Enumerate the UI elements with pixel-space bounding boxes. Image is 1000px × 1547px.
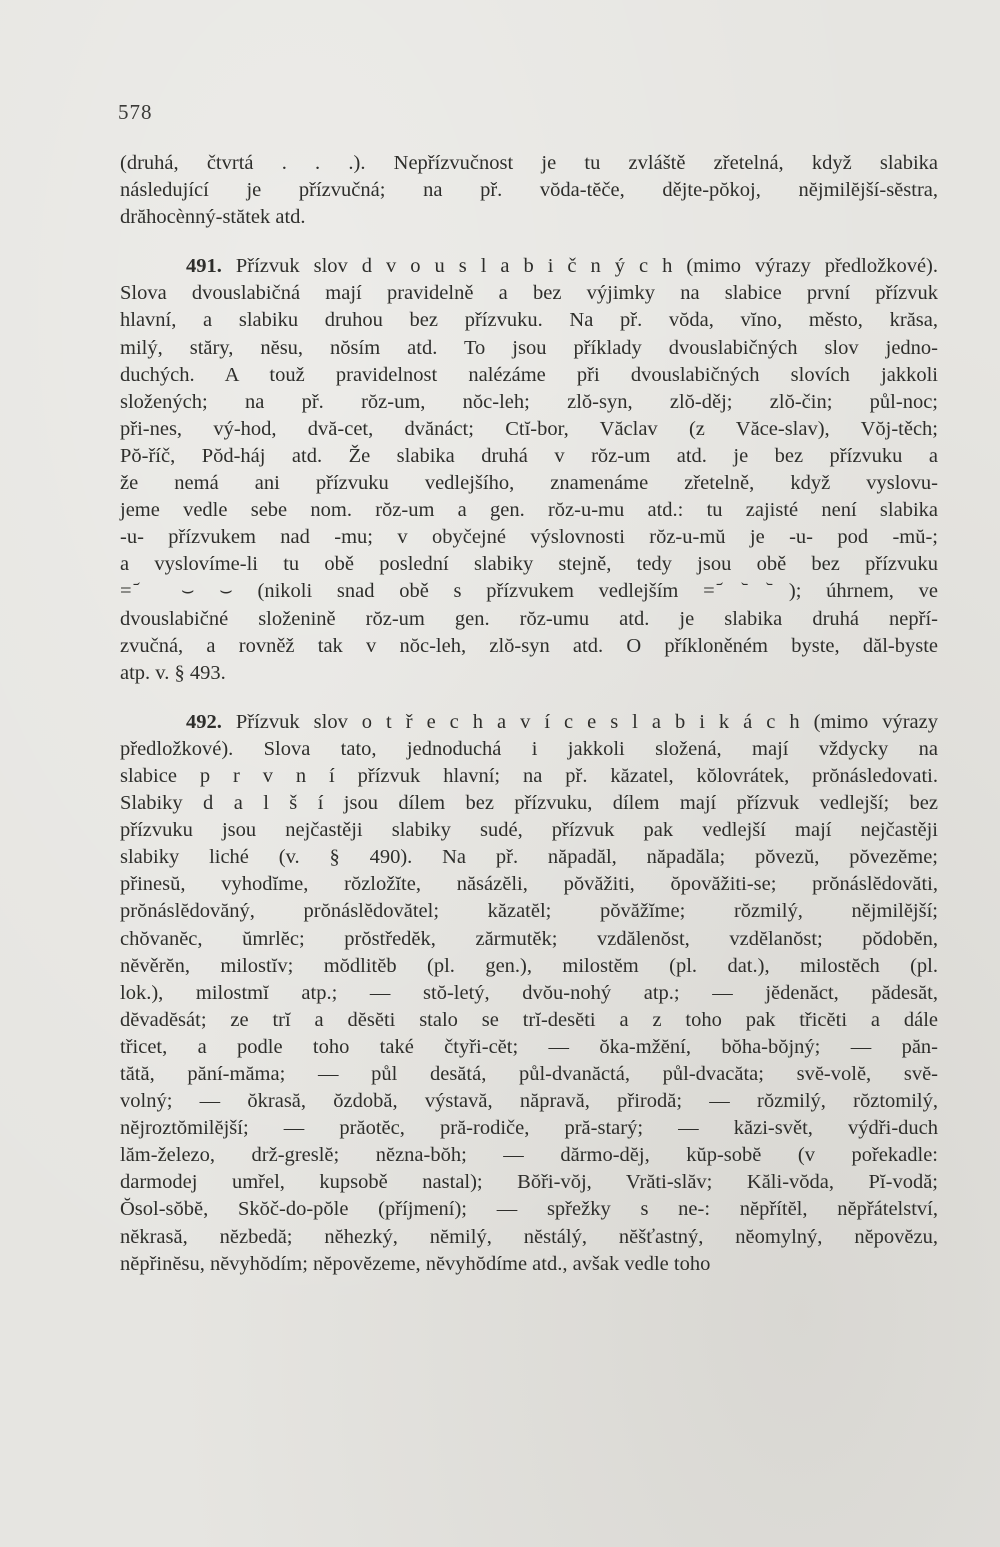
line-text: dvouslabičné složenině rŏz-um gen. rŏz-umu atd. je slabika druhá nepří- <box>120 607 938 630</box>
paragraph-gap <box>120 687 938 709</box>
line-text: Přízvuk slov d v o u s l a b i č n ý c h (mimo výrazy předložkové). <box>235 255 939 278</box>
line-text: drăhocènný-stătek atd. <box>120 206 306 229</box>
text-line <box>120 443 938 470</box>
line-text: prŏnáslĕdovăný, prŏnáslĕdovătel; kăzatĕl; pŏvăžĭme; rŏzmilý, nĕjmilĕjší; <box>120 900 938 923</box>
line-text: Ŏsol-sŏbĕ, Skŏč-do-pŏle (příjmení); — spřežky s ne-: nĕpřítĕl, nĕpřátelství, <box>120 1198 938 1221</box>
text-line <box>120 871 938 898</box>
line-text: jeme vedle sebe nom. rŏz-um a gen. rŏz-u-mu atd.: tu zajisté není slabika <box>120 499 938 522</box>
line-text: dĕvadĕsát; ze trĭ a dĕsĕti stalo se trĭ-desĕti a z toho pak třicĕti a dále <box>120 1008 938 1031</box>
text-line <box>120 578 938 605</box>
line-text: lok.), milostmĭ atp.; — stŏ-letý, dvŏu-nohý atp.; — jĕdenăct, pădesăt, <box>120 981 938 1004</box>
text-line <box>120 389 938 416</box>
text-line <box>120 1088 938 1115</box>
text-line <box>120 633 938 660</box>
line-text: atp. v. § 493. <box>120 661 226 684</box>
line-text: třicet, a podle toho také čtyři-cĕt; — ŏka-mžĕní, bŏha-bŏjný; — păn- <box>120 1035 938 1058</box>
text-line <box>120 1115 938 1142</box>
line-text: nĕkrasă, nĕzbedă; nĕhezký, nĕmilý, nĕstálý, nĕšťastný, nĕomylný, nĕpovĕzu, <box>120 1225 938 1248</box>
line-text: předložkové). Slova tato, jednoduchá i jakkoli složená, mají vždycky na <box>120 737 938 760</box>
line-text: lăm-železo, drž-greslĕ; nĕzna-bŏh; — dărmo-dĕj, kŭp-sobĕ (v pořekadle: <box>120 1144 938 1167</box>
line-text: Přízvuk slov o t ř e c h a v í c e s l a b i k á c h (mimo výrazy <box>235 710 939 733</box>
section-number: 492. <box>186 710 222 733</box>
line-text: Slabiky d a l š í jsou dílem bez přízvuku, dílem mají přízvuk vedlejší; bez <box>120 792 938 815</box>
line-text: a vyslovíme-li tu obě poslední slabiky stejně, tedy jsou obě bez přízvuku <box>120 553 938 576</box>
line-text: duchých. A touž pravidelnost nalézáme při dvouslabičných slovích jakkoli <box>120 363 938 386</box>
text-line <box>120 524 938 551</box>
text-line <box>120 177 938 204</box>
text-line <box>120 253 938 280</box>
text-line <box>120 416 938 443</box>
body-text <box>120 150 938 1278</box>
line-text: Pŏ-říč, Pŏd-háj atd. Že slabika druhá v rŏz-um atd. je bez přízvuku a <box>120 444 938 467</box>
text-line <box>120 470 938 497</box>
line-text: složených; na př. rŏz-um, nŏc-leh; zlŏ-syn, zlŏ-děj; zlŏ-čin; půl-noc; <box>120 390 938 413</box>
text-line <box>120 926 938 953</box>
line-text: při-nes, vý-hod, dvă-cet, dvănáct; Ctĭ-bor, Văclav (z Văce-slav), Vŏj-těch; <box>120 417 938 440</box>
page-number: 578 <box>118 100 153 124</box>
text-line <box>120 980 938 1007</box>
text-line <box>120 709 938 736</box>
line-text: (druhá, čtvrtá . . .). Nepřízvučnost je tu zvláště zřetelná, když slabika <box>120 152 938 174</box>
line-text: přízvuku jsou nejčastěji slabiky sudé, přízvuk pak vedlejší mají nejčastěji <box>120 819 938 842</box>
text-line <box>120 844 938 871</box>
line-text: slabice p r v n í přízvuk hlavní; na př. kăzatel, kŏlovrátek, prŏnásledovati. <box>120 764 938 787</box>
line-text: Slova dvouslabičná mají pravidelně a bez výjimky na slabice první přízvuk <box>120 282 938 305</box>
text-line <box>120 898 938 925</box>
text-line <box>120 362 938 389</box>
line-text: tătă, păní-măma; — půl desătá, půl-dvanăctá, půl-dvacăta; svĕ-volĕ, svĕ- <box>120 1063 938 1085</box>
line-text: nĕpřinĕsu, nĕvyhŏdím; nĕpovĕzeme, nĕvyhŏdíme atd., avšak vedle toho <box>120 1252 711 1275</box>
section-number: 491. <box>186 255 222 278</box>
text-line <box>120 1169 938 1196</box>
text-line <box>120 606 938 633</box>
line-text: že nemá ani přízvuku vedlejšího, znamenáme zřetelně, když vyslovu- <box>120 472 938 495</box>
text-line <box>120 1142 938 1169</box>
text-line <box>120 1196 938 1223</box>
text-line <box>120 736 938 763</box>
text-line <box>120 660 938 687</box>
line-text: volný; — ŏkrasă, ŏzdobă, výstavă, năpravă, přirodă; — rŏzmilý, rŏztomilý, <box>120 1090 938 1113</box>
text-line <box>120 150 938 177</box>
line-text: -u- přízvukem nad -mu; v obyčejné výslovnosti rŏz-u-mŭ je -u- pod -mŭ-; <box>120 526 938 549</box>
line-text: nĕvěrĕn, milostĭv; mŏdlitĕb (pl. gen.), milostĕm (pl. dat.), milostĕch (pl. <box>120 954 938 977</box>
text-line <box>120 335 938 362</box>
paragraph-gap <box>120 231 938 253</box>
text-line <box>120 307 938 334</box>
text-line <box>120 1224 938 1251</box>
line-text: darmodej umřel, kupsobě nastal); Bŏři-vŏj, Vrăti-slăv; Kăli-vŏda, Pĭ-vodă; <box>120 1171 938 1194</box>
line-text: nĕjroztŏmilĕjší; — prăotĕc, pră-rodiče, pră-starý; — kăzi-svět, výdři-duch <box>120 1117 938 1140</box>
text-line <box>120 204 938 231</box>
text-line <box>120 551 938 578</box>
line-text: milý, stăry, nĕsu, nŏsím atd. To jsou příklady dvouslabičných slov jedno- <box>120 336 938 359</box>
line-text: = ᷄ ⌣ ⌣ (nikoli snad obě s přízvukem vedlejším = ᷄ ᷅ ᷅); úhrnem, ve <box>120 580 938 603</box>
line-text: následující je přízvučná; na př. vŏda-tĕče, dějte-pŏkoj, nĕjmilĕjší-sĕstra, <box>120 179 938 202</box>
text-line <box>120 817 938 844</box>
text-line <box>120 1034 938 1061</box>
line-text: slabiky liché (v. § 490). Na př. năpadăl, năpadăla; pŏvezŭ, pŏvezĕme; <box>120 846 938 869</box>
text-line <box>120 790 938 817</box>
text-line <box>120 1251 938 1278</box>
text-line <box>120 953 938 980</box>
line-text: zvučná, a rovněž tak v nŏc-leh, zlŏ-syn atd. O příkloněném byste, dăl-byste <box>120 634 938 657</box>
text-line <box>120 1061 938 1088</box>
text-line <box>120 1007 938 1034</box>
line-text: přinesŭ, vyhodĭme, rŏzložĭte, năsázĕli, pŏvăžiti, ŏpovăžiti-se; prŏnáslĕdovăti, <box>120 873 938 896</box>
text-line <box>120 763 938 790</box>
text-line <box>120 497 938 524</box>
text-line <box>120 280 938 307</box>
line-text: chŏvanĕc, ŭmrlĕc; prŏstředĕk, zărmutĕk; vzdălenŏst, vzdĕlanŏst; pŏdobĕn, <box>120 927 938 950</box>
line-text: hlavní, a slabiku druhou bez přízvuku. Na př. vŏda, vĭno, město, krăsa, <box>120 309 938 332</box>
